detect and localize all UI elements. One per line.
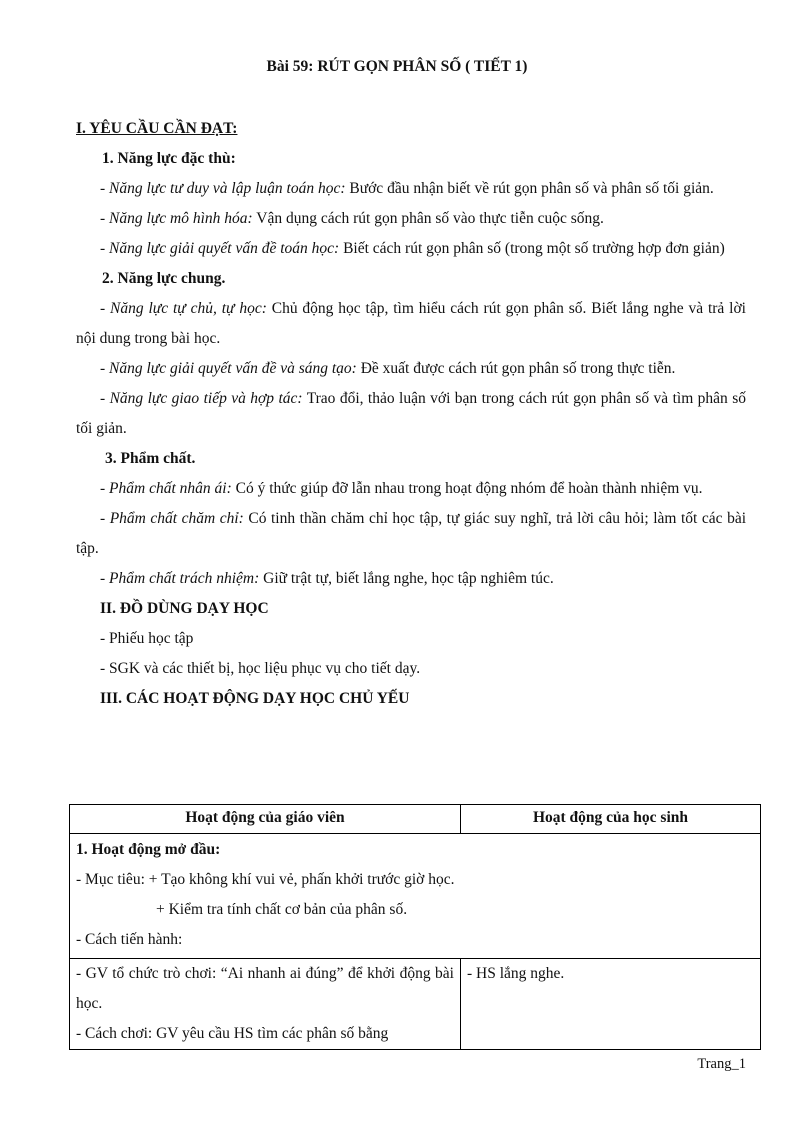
activity-goal-line: - Mục tiêu: + Tạo không khí vui vẻ, phấn khởi trước giờ học. bbox=[76, 871, 455, 888]
materials-item: - Phiếu học tập bbox=[100, 630, 194, 647]
quality-item: - Phẩm chất trách nhiệm: Giữ trật tự, biết lắng nghe, học tập nghiêm túc. bbox=[100, 570, 554, 587]
materials-item: - SGK và các thiết bị, học liệu phục vụ cho tiết dạy. bbox=[100, 660, 421, 677]
activities-table bbox=[69, 804, 761, 1050]
activity-goal-line: + Kiểm tra tính chất cơ bản của phân số. bbox=[156, 901, 408, 918]
competence-item: - Năng lực tự chủ, tự học: Chủ động học tập, tìm hiểu cách rút gọn phân số. Biết lắng nghe và trả lời nội dung trong bài học. bbox=[76, 300, 746, 347]
table-row bbox=[70, 834, 761, 959]
quality-item: - Phẩm chất chăm chỉ: Có tinh thần chăm chỉ học tập, tự giác suy nghĩ, trả lời câu hỏi; làm tốt các bài tập. bbox=[76, 510, 746, 557]
competence-item: - Năng lực tư duy và lập luận toán học: Bước đầu nhận biết về rút gọn phân số và phân số tối giản. bbox=[100, 180, 714, 197]
section-2-heading: II. ĐỒ DÙNG DẠY HỌC bbox=[100, 600, 269, 617]
activity-title: 1. Hoạt động mở đầu: bbox=[76, 841, 221, 858]
quality-item: - Phẩm chất nhân ái: Có ý thức giúp đỡ lẫn nhau trong hoạt động nhóm để hoàn thành nhiệm vụ. bbox=[100, 480, 703, 497]
lesson-title: Bài 59: RÚT GỌN PHÂN SỐ ( TIẾT 1) bbox=[266, 58, 528, 75]
competence-item: - Năng lực mô hình hóa: Vận dụng cách rút gọn phân số vào thực tiễn cuộc sống. bbox=[100, 210, 604, 227]
competence-item: - Năng lực giao tiếp và hợp tác: Trao đổi, thảo luận với bạn trong cách rút gọn phân số và tìm phân số tối giản. bbox=[76, 390, 746, 437]
document-body bbox=[76, 114, 746, 714]
activity-method: - Cách tiến hành: bbox=[76, 931, 183, 948]
table-header-row bbox=[70, 805, 761, 834]
teacher-activity-cell bbox=[70, 959, 461, 1050]
teacher-activity-text: - GV tổ chức trò chơi: “Ai nhanh ai đúng” để khởi động bài học. bbox=[76, 965, 454, 1012]
section-3-heading: III. CÁC HOẠT ĐỘNG DẠY HỌC CHỦ YẾU bbox=[100, 690, 410, 707]
student-column-header: Hoạt động của học sinh bbox=[461, 805, 761, 834]
teacher-column-header: Hoạt động của giáo viên bbox=[70, 805, 461, 834]
subsection-specific-competence: 1. Năng lực đặc thù: bbox=[102, 150, 236, 167]
competence-item: - Năng lực giải quyết vấn đề toán học: Biết cách rút gọn phân số (trong một số trường hợp đơn giản) bbox=[100, 240, 725, 257]
subsection-qualities: 3. Phẩm chất. bbox=[105, 450, 196, 467]
competence-item: - Năng lực giải quyết vấn đề và sáng tạo: Đề xuất được cách rút gọn phân số trong thực tiễn. bbox=[100, 360, 676, 377]
page-number: Trang_1 bbox=[697, 1056, 746, 1072]
student-activity-text: - HS lắng nghe. bbox=[467, 965, 565, 982]
student-activity-cell bbox=[461, 959, 761, 1050]
table-row bbox=[70, 959, 761, 1050]
subsection-general-competence: 2. Năng lực chung. bbox=[102, 270, 226, 287]
section-1-heading: I. YÊU CẦU CẦN ĐẠT: bbox=[76, 120, 238, 137]
teacher-activity-text: - Cách chơi: GV yêu cầu HS tìm các phân số bằng bbox=[76, 1025, 389, 1042]
